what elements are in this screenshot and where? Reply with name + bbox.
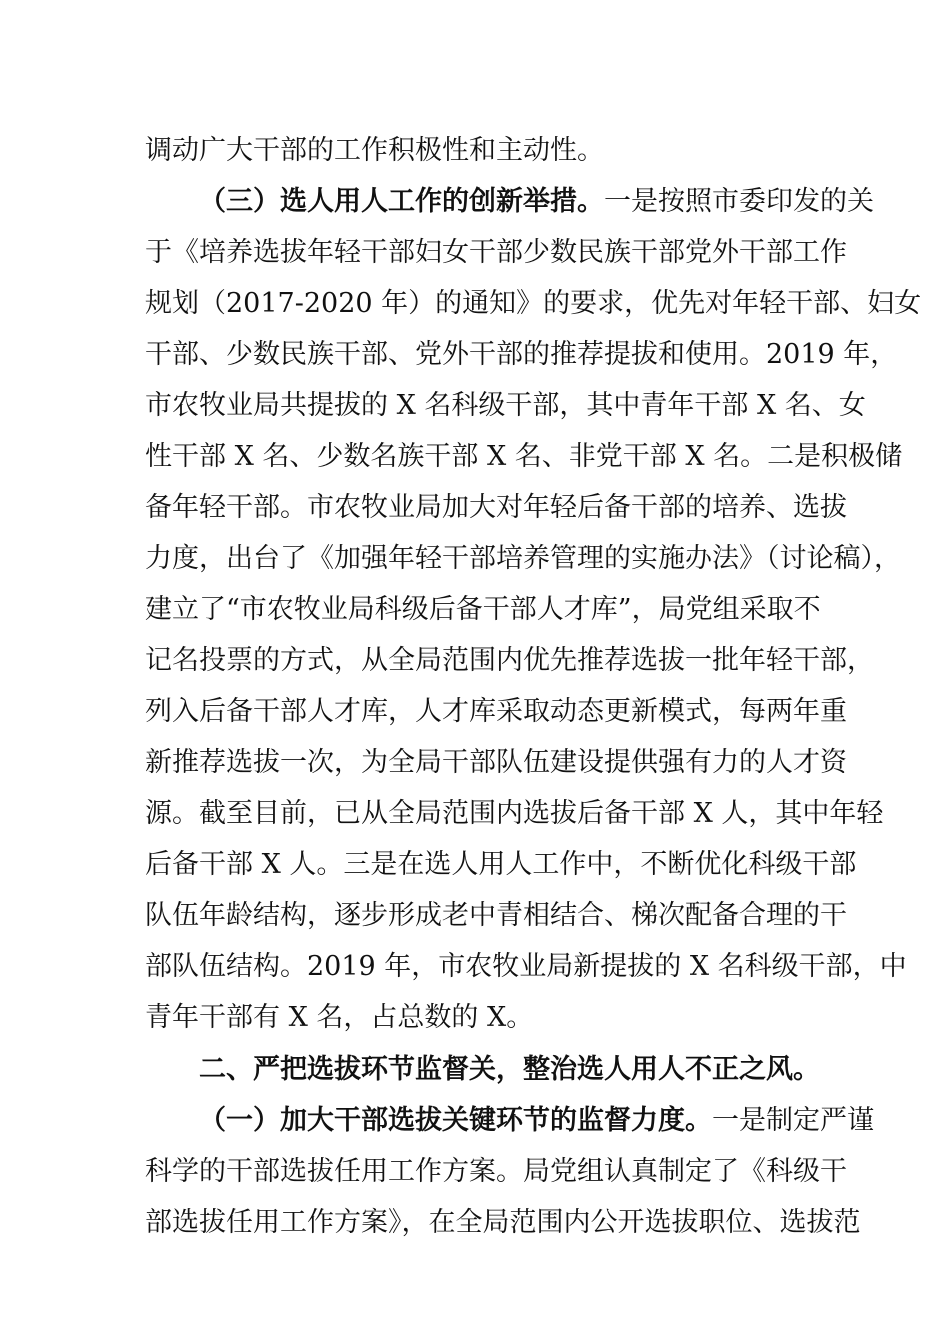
paragraph-line: 队伍年龄结构，逐步形成老中青相结合、梯次配备合理的干	[145, 900, 847, 931]
paragraph-line: 部队伍结构。2019 年，市农牧业局新提拔的 X 名科级干部，中	[145, 951, 907, 982]
subheading-1: （一）加大干部选拔关键环节的监督力度。	[199, 1105, 712, 1136]
paragraph-line: 青年干部有 X 名，占总数的 X。	[145, 1002, 534, 1033]
paragraph-line	[199, 182, 874, 222]
paragraph-line: 市农牧业局共提拔的 X 名科级干部，其中青年干部 X 名、女	[145, 390, 866, 421]
line-text: 一是制定严谨	[712, 1105, 874, 1136]
paragraph-line: 部选拔任用工作方案》，在全局范围内公开选拔职位、选拔范	[145, 1207, 861, 1238]
paragraph-line: 于《培养选拔年轻干部妇女干部少数民族干部党外干部工作	[145, 237, 847, 268]
paragraph-line: 规划（2017-2020 年）的通知》的要求，优先对年轻干部、妇女	[145, 288, 922, 319]
paragraph-line: 干部、少数民族干部、党外干部的推荐提拔和使用。2019 年，	[145, 339, 898, 370]
line-text: 一是按照市委印发的关	[604, 186, 874, 217]
paragraph-line: 新推荐选拔一次，为全局干部队伍建设提供强有力的人才资	[145, 747, 847, 778]
paragraph-line: 后备干部 X 人。三是在选人用人工作中，不断优化科级干部	[145, 849, 857, 880]
paragraph-line	[199, 1101, 874, 1141]
subheading-3: （三）选人用人工作的创新举措。	[199, 186, 604, 217]
paragraph-line: 科学的干部选拔任用工作方案。局党组认真制定了《科级干	[145, 1156, 847, 1187]
paragraph-line: 备年轻干部。市农牧业局加大对年轻后备干部的培养、选拔	[145, 492, 847, 523]
paragraph-line: 力度，出台了《加强年轻干部培养管理的实施办法》（讨论稿），	[145, 543, 901, 574]
section-heading: 二、严把选拔环节监督关，整治选人用人不正之风。	[199, 1054, 820, 1085]
paragraph-line: 列入后备干部人才库，人才库采取动态更新模式，每两年重	[145, 696, 847, 727]
paragraph-line: 源。截至目前，已从全局范围内选拔后备干部 X 人，其中年轻	[145, 798, 884, 829]
paragraph-line: 调动广大干部的工作积极性和主动性。	[145, 135, 604, 166]
paragraph-line: 记名投票的方式，从全局范围内优先推荐选拔一批年轻干部，	[145, 645, 874, 676]
paragraph-line: 性干部 X 名、少数名族干部 X 名、非党干部 X 名。二是积极储	[145, 441, 903, 472]
paragraph-line: 建立了“市农牧业局科级后备干部人才库”，局党组采取不	[145, 594, 821, 625]
